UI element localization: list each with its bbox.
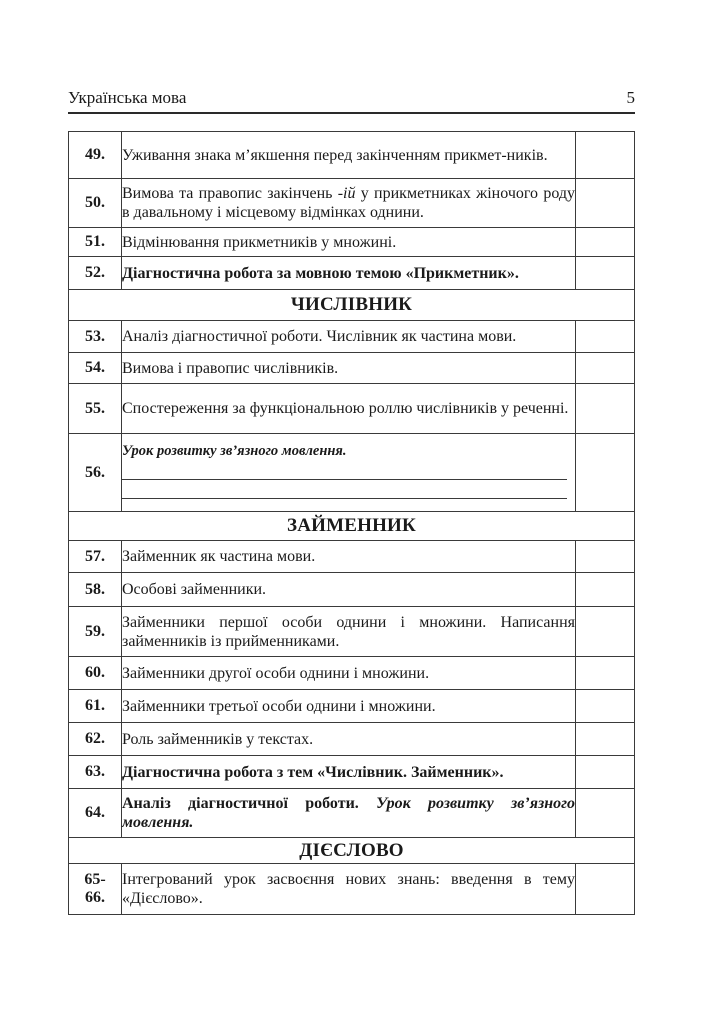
table-row	[69, 864, 635, 915]
section-row	[69, 512, 635, 541]
date-cell[interactable]	[576, 657, 635, 690]
lesson-topic	[122, 179, 576, 228]
lesson-topic: Діагностична робота з тем «Числівник. Займенник».	[122, 756, 576, 789]
lesson-number: 60.	[69, 657, 122, 690]
table-row	[69, 132, 635, 179]
topic-ending: -ій	[337, 185, 356, 202]
topic-part: Вимова та правопис закінчень	[122, 185, 338, 202]
table-row	[69, 179, 635, 228]
date-cell[interactable]	[576, 384, 635, 434]
lesson-topic	[122, 789, 576, 838]
lesson-number: 58.	[69, 573, 122, 607]
date-cell[interactable]	[576, 756, 635, 789]
lesson-number: 54.	[69, 353, 122, 384]
section-heading: ЧИСЛІВНИК	[69, 290, 635, 321]
section-heading: ДІЄСЛОВО	[69, 838, 635, 864]
lesson-number: 61.	[69, 690, 122, 723]
write-in-line[interactable]	[122, 480, 567, 499]
topic-title: Урок розвитку зв’язного мовлення.	[122, 443, 347, 459]
lesson-topic: Відмінювання прикметників у множині.	[122, 228, 576, 257]
table-row	[69, 257, 635, 290]
topic-part: у прикметниках жіночого роду в давальному і місцевому відмінках однини.	[122, 185, 575, 221]
lesson-topic: Діагностична робота за мовною темою «Прикметник».	[122, 257, 576, 290]
lesson-number-line: 65-	[84, 871, 106, 888]
lesson-number: 62.	[69, 723, 122, 756]
date-cell[interactable]	[576, 353, 635, 384]
date-cell[interactable]	[576, 690, 635, 723]
date-cell[interactable]	[576, 228, 635, 257]
lesson-topic: Спостереження за функціональною роллю числівників у реченні.	[122, 384, 576, 434]
table-row	[69, 756, 635, 789]
lesson-topic: Займенник як частина мови.	[122, 541, 576, 573]
lesson-topic: Займенники першої особи однини і множини. Написання займенників із прийменниками.	[122, 607, 576, 657]
topic-part: Аналіз діагностичної роботи.	[122, 795, 377, 812]
lesson-topic: Займенники третьої особи однини і множини.	[122, 690, 576, 723]
table-row	[69, 541, 635, 573]
lesson-number-line: 66.	[85, 889, 105, 906]
date-cell[interactable]	[576, 541, 635, 573]
running-title: Українська мова	[68, 88, 187, 107]
section-row	[69, 290, 635, 321]
lesson-number: 53.	[69, 321, 122, 353]
date-cell[interactable]	[576, 607, 635, 657]
lesson-number: 55.	[69, 384, 122, 434]
date-cell[interactable]	[576, 132, 635, 179]
lesson-topic: Уживання знака м’якшення перед закінченням прикмет-ників.	[122, 132, 576, 179]
lesson-number: 64.	[69, 789, 122, 838]
lesson-number: 52.	[69, 257, 122, 290]
lesson-topic: Інтегрований урок засвоєння нових знань: введення в тему «Дієслово».	[122, 864, 576, 915]
lesson-number: 56.	[69, 434, 122, 512]
date-cell[interactable]	[576, 257, 635, 290]
lesson-number: 51.	[69, 228, 122, 257]
date-cell[interactable]	[576, 723, 635, 756]
date-cell[interactable]	[576, 434, 635, 512]
lesson-number: 59.	[69, 607, 122, 657]
lesson-topic: Аналіз діагностичної роботи. Числівник як частина мови.	[122, 321, 576, 353]
lesson-number: 63.	[69, 756, 122, 789]
lesson-topic: Особові займенники.	[122, 573, 576, 607]
lesson-number: 49.	[69, 132, 122, 179]
table-row	[69, 573, 635, 607]
table-row	[69, 607, 635, 657]
date-cell[interactable]	[576, 179, 635, 228]
lesson-number	[69, 864, 122, 915]
lesson-topic: Займенники другої особи однини і множини.	[122, 657, 576, 690]
lesson-topic: Роль займенників у текстах.	[122, 723, 576, 756]
table-row	[69, 353, 635, 384]
date-cell[interactable]	[576, 864, 635, 915]
table-row	[69, 789, 635, 838]
table-row	[69, 690, 635, 723]
table-row	[69, 384, 635, 434]
date-cell[interactable]	[576, 789, 635, 838]
table-row	[69, 657, 635, 690]
lesson-topic: Вимова і правопис числівників.	[122, 353, 576, 384]
lesson-plan-table	[68, 131, 635, 915]
section-heading: ЗАЙМЕННИК	[69, 512, 635, 541]
section-row	[69, 838, 635, 864]
page-number: 5	[626, 88, 635, 107]
lesson-number: 50.	[69, 179, 122, 228]
date-cell[interactable]	[576, 321, 635, 353]
write-in-line[interactable]	[122, 461, 567, 480]
date-cell[interactable]	[576, 573, 635, 607]
table-row	[69, 321, 635, 353]
page-header	[68, 88, 635, 114]
topic-part-italic: Урок розвитку зв’язного мовлення.	[122, 795, 576, 831]
lesson-number: 57.	[69, 541, 122, 573]
table-row	[69, 228, 635, 257]
table-row	[69, 723, 635, 756]
lesson-topic	[122, 434, 576, 512]
table-row	[69, 434, 635, 512]
